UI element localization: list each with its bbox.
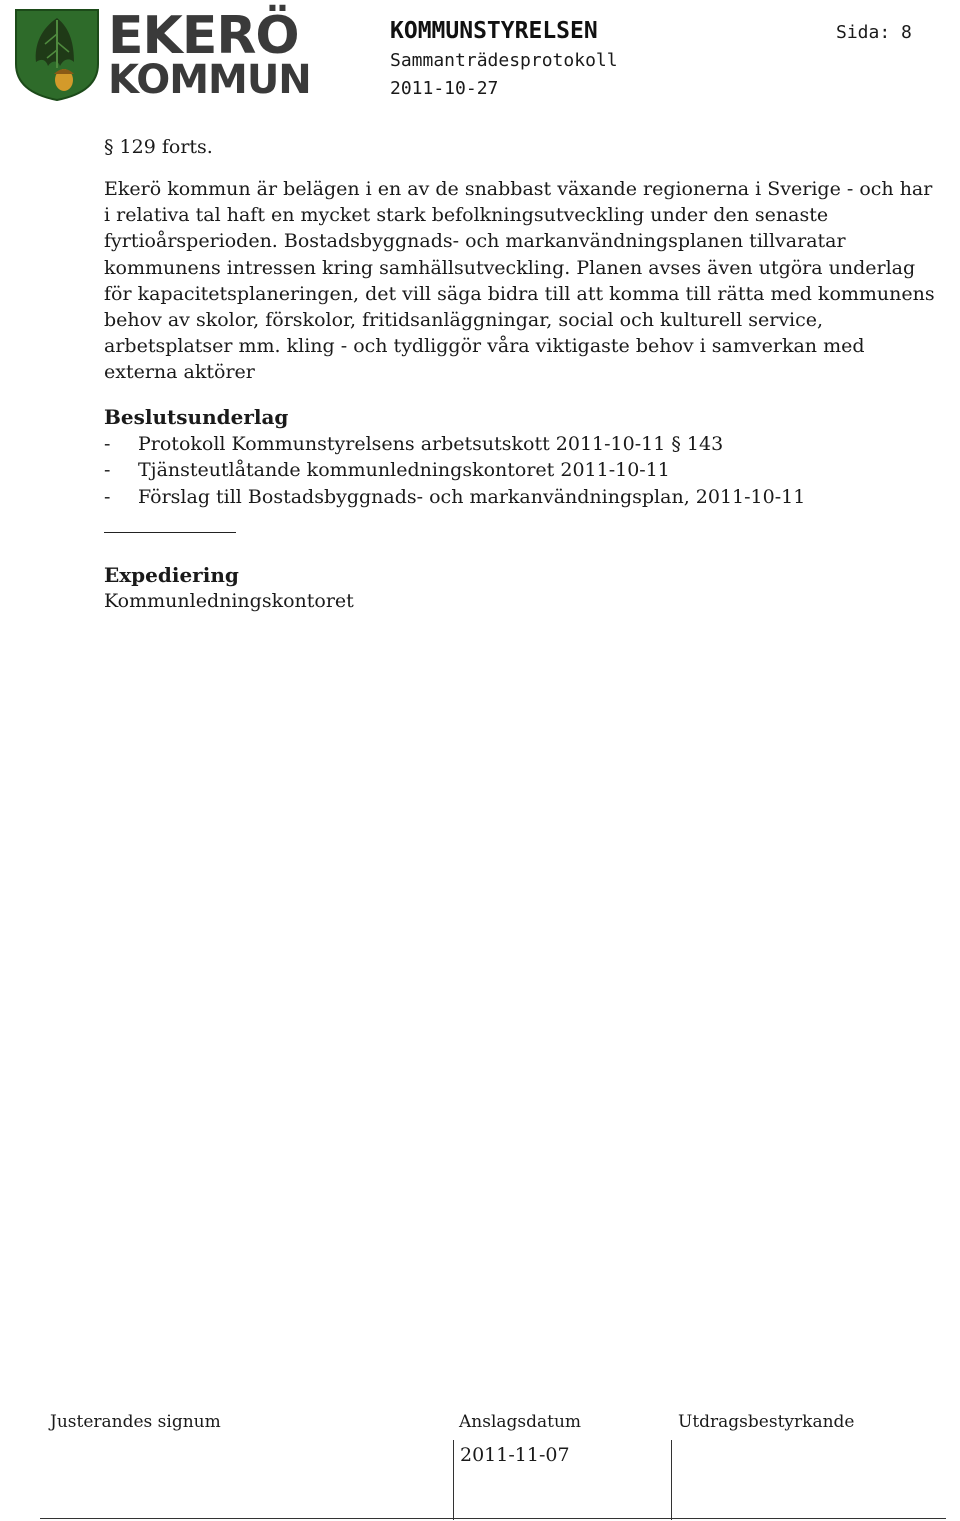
list-item-text: Tjänsteutlåtande kommunledningskontoret 2011-10-11 (138, 459, 670, 482)
expediering-heading: Expediering (104, 563, 239, 587)
footer-anslagsdatum-value: 2011-11-07 (460, 1444, 570, 1466)
footer-anslagsdatum-label: Anslagsdatum (459, 1412, 582, 1432)
body-paragraph-text: Ekerö kommun är belägen i en av de snabbast växande regionerna i Sverige - och har i relativa tal haft en mycket stark befolkningsutveckling under den senaste fyrtioårsperioden. Bostadsbyggnads- och markanvändningsplanen tillvaratar kommunens intressen kring samhällsutveckling. Planen avses även utgöra underlag för kapacitetsplaneringen, det vill säga bidra till att komma till rätta med kommunens behov av skolor, förskolor, fritidsanläggningar, social och kulturell service, arbetsplatser mm. kling - och tydliggör våra viktigaste behov i samverkan med externa aktörer (104, 178, 935, 384)
footer-divider-right (671, 1440, 672, 1520)
body-paragraph (104, 176, 944, 386)
footer-utdragsbestyrkande-label: Utdragsbestyrkande (678, 1412, 855, 1432)
list-item-text: Protokoll Kommunstyrelsens arbetsutskott 2011-10-11 § 143 (138, 433, 724, 455)
footer-bottom-rule (40, 1518, 946, 1519)
footer-justerandes-signum-label: Justerandes signum (50, 1412, 221, 1432)
paragraph-reference: § 129 forts. (104, 136, 213, 158)
logo-wordmark-kommun: KOMMUN (108, 57, 311, 103)
list-dash: - (104, 433, 111, 455)
expediering-recipient: Kommunledningskontoret (104, 590, 354, 612)
list-item (104, 484, 805, 510)
logo-wordmark-ekero: EKERÖ (108, 6, 299, 66)
document-title: KOMMUNSTYRELSEN (390, 18, 598, 44)
list-dash: - (104, 459, 111, 482)
page-number: Sida: 8 (836, 22, 912, 43)
section-divider (104, 532, 236, 533)
oak-leaf-shield-icon (12, 6, 102, 102)
list-dash: - (104, 485, 111, 508)
list-item-text: Förslag till Bostadsbyggnads- och markanvändningsplan, 2011-10-11 (138, 485, 806, 508)
document-subtitle: Sammanträdesprotokoll (390, 50, 618, 71)
beslutsunderlag-list (104, 431, 805, 510)
list-item (104, 431, 805, 457)
beslutsunderlag-heading: Beslutsunderlag (104, 405, 289, 429)
meeting-date: 2011-10-27 (390, 78, 499, 99)
list-item (104, 457, 805, 483)
footer-divider-left (453, 1440, 454, 1520)
ekero-kommun-logo (12, 6, 311, 103)
